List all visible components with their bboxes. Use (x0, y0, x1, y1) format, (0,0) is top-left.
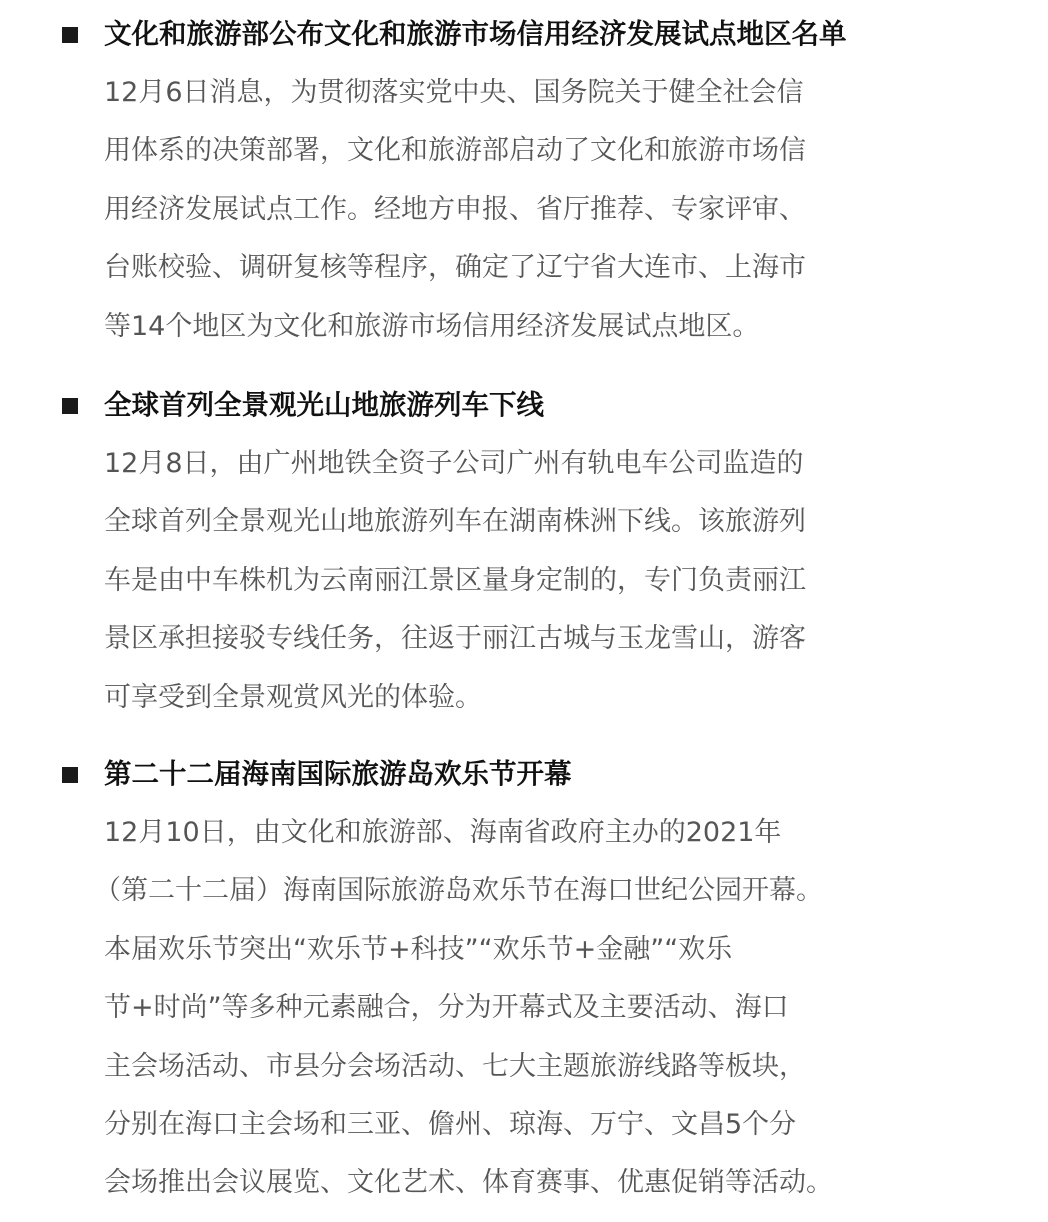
news-body (104, 435, 964, 727)
body-line: 12月6日消息，为贯彻落实党中央、国务院关于健全社会信 (104, 77, 804, 108)
news-title: 第二十二届海南国际旅游岛欢乐节开幕 (104, 758, 572, 790)
body-line: 台账校验、调研复核等程序，确定了辽宁省大连市、上海市 (104, 252, 806, 284)
news-heading (0, 373, 1048, 433)
body-line: 本届欢乐节突出“欢乐节+科技”“欢乐节+金融”“欢乐 (104, 933, 733, 965)
news-item (0, 373, 1048, 713)
body-line: 主会场活动、市县分会场活动、七大主题旅游线路等板块， (104, 1050, 806, 1082)
news-title: 全球首列全景观光山地旅游列车下线 (104, 389, 544, 421)
news-item (0, 2, 1048, 342)
body-line: 12月10日，由文化和旅游部、海南省政府主办的2021年 (104, 817, 782, 848)
square-bullet-icon (62, 398, 78, 414)
body-line: 用体系的决策部署，文化和旅游部启动了文化和旅游市场信 (104, 135, 806, 167)
news-heading (0, 2, 1048, 62)
news-title: 文化和旅游部公布文化和旅游市场信用经济发展试点地区名单 (104, 18, 847, 50)
body-line: 用经济发展试点工作。经地方申报、省厅推荐、专家评审、 (104, 193, 806, 225)
news-heading (0, 742, 1048, 802)
body-line: 可享受到全景观赏风光的体验。 (104, 681, 482, 713)
news-body (94, 804, 964, 1213)
body-line: 会场推出会议展览、文化艺术、体育赛事、优惠促销等活动。 (104, 1167, 833, 1199)
news-body (104, 64, 964, 356)
body-line: 节+时尚”等多种元素融合，分为开幕式及主要活动、海口 (104, 992, 789, 1024)
body-line: 12月8日，由广州地铁全资子公司广州有轨电车公司监造的 (104, 448, 804, 479)
body-line: 景区承担接驳专线任务，往返于丽江古城与玉龙雪山，游客 (104, 623, 806, 655)
square-bullet-icon (62, 27, 78, 43)
news-item (0, 742, 1048, 1199)
body-line: 全球首列全景观光山地旅游列车在湖南株洲下线。该旅游列 (104, 506, 806, 538)
body-line: （第二十二届）海南国际旅游岛欢乐节在海口世纪公园开幕。 (94, 875, 823, 907)
body-line: 分别在海口主会场和三亚、儋州、琼海、万宁、文昌5个分 (104, 1108, 797, 1140)
square-bullet-icon (62, 767, 78, 783)
body-line: 车是由中车株机为云南丽江景区量身定制的，专门负责丽江 (104, 564, 806, 596)
body-line: 等14个地区为文化和旅游市场信用经济发展试点地区。 (104, 310, 760, 342)
